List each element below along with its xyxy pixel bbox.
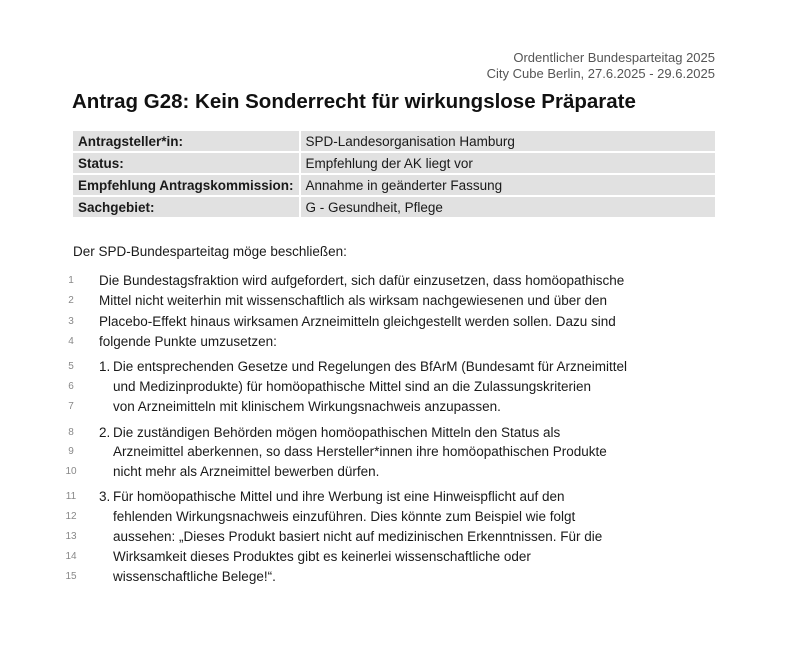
line-number: 5 [68,361,74,372]
line-number: 9 [68,446,74,457]
text-line [0,567,787,587]
text-line [0,547,787,567]
meta-value: SPD-Landesorganisation Hamburg [301,131,715,151]
meta-label: Sachgebiet: [73,197,301,217]
line-number: 1 [68,275,74,286]
line-text: aussehen: „Dieses Produkt basiert nicht auf medizinischen Erkenntnissen. Für die [113,529,603,544]
list-marker: 3. [99,489,111,504]
line-number: 2 [68,295,74,306]
line-text: fehlenden Wirkungsnachweis einzuführen. Dies könnte zum Beispiel wie folgt [113,509,576,524]
line-text: Mittel nicht weiterhin mit wissenschaftlich als wirksam nachgewiesenen und über den [99,293,607,308]
event-location-dates: City Cube Berlin, 27.6.2025 - 29.6.2025 [486,66,715,81]
meta-row-subject-area [73,197,715,217]
meta-value: G - Gesundheit, Pflege [301,197,715,217]
text-line [0,377,787,397]
list-marker: 2. [99,425,111,440]
line-text: Die Bundestagsfraktion wird aufgefordert, sich dafür einzusetzen, dass homöopathische [99,273,625,288]
line-text: wissenschaftliche Belege!“. [113,569,276,584]
line-text: Die entsprechenden Gesetze und Regelungen des BfArM (Bundesamt für Arzneimittel [113,359,628,374]
line-number: 13 [65,531,77,542]
line-text: und Medizinprodukte) für homöopathische Mittel sind an die Zulassungskriterien [113,379,592,394]
line-text: Für homöopathische Mittel und ihre Werbung ist eine Hinweispflicht auf den [113,489,565,504]
line-number: 7 [68,401,74,412]
line-number: 10 [65,466,77,477]
text-line [0,507,787,527]
meta-row-recommendation [73,175,715,195]
line-text: Die zuständigen Behörden mögen homöopathischen Mitteln den Status als [113,425,561,440]
meta-value: Empfehlung der AK liegt vor [301,153,715,173]
meta-label: Antragsteller*in: [73,131,301,151]
text-line [0,397,787,417]
line-text: Wirksamkeit dieses Produktes gibt es keinerlei wissenschaftliche oder [113,549,531,564]
text-line [0,291,787,311]
line-number: 6 [68,381,74,392]
line-text: folgende Punkte umzusetzen: [99,334,277,349]
line-text: Arzneimittel aberkennen, so dass Hersteller*innen ihre homöopathischen Produkte [113,444,607,459]
line-number: 12 [65,511,77,522]
text-line [0,332,787,352]
motion-title: Antrag G28: Kein Sonderrecht für wirkungslose Präparate [72,90,636,113]
line-text: nicht mehr als Arzneimittel bewerben dürfen. [113,464,380,479]
text-line [0,423,787,443]
line-number: 11 [65,491,77,502]
line-text: Placebo-Effekt hinaus wirksamen Arzneimitteln gleichgestellt werden sollen. Dazu sind [99,314,616,329]
line-text: von Arzneimitteln mit klinischem Wirkungsnachweis anzupassen. [113,399,501,414]
text-line [0,357,787,377]
text-line [0,442,787,462]
motion-meta-table [73,129,715,219]
line-number: 4 [68,336,74,347]
line-number: 3 [68,316,74,327]
text-line [0,487,787,507]
meta-row-submitter [73,131,715,151]
line-number: 8 [68,427,74,438]
meta-row-status [73,153,715,173]
text-line [0,527,787,547]
event-header [487,50,715,82]
meta-value: Annahme in geänderter Fassung [301,175,715,195]
motion-intro: Der SPD-Bundesparteitag möge beschließen: [73,244,347,259]
text-line [0,312,787,332]
text-line [0,462,787,482]
text-line [0,271,787,291]
meta-label: Status: [73,153,301,173]
meta-label: Empfehlung Antragskommission: [73,175,301,195]
line-number: 14 [65,551,77,562]
event-name: Ordentlicher Bundesparteitag 2025 [513,50,715,65]
line-number: 15 [65,571,77,582]
list-marker: 1. [99,359,111,374]
